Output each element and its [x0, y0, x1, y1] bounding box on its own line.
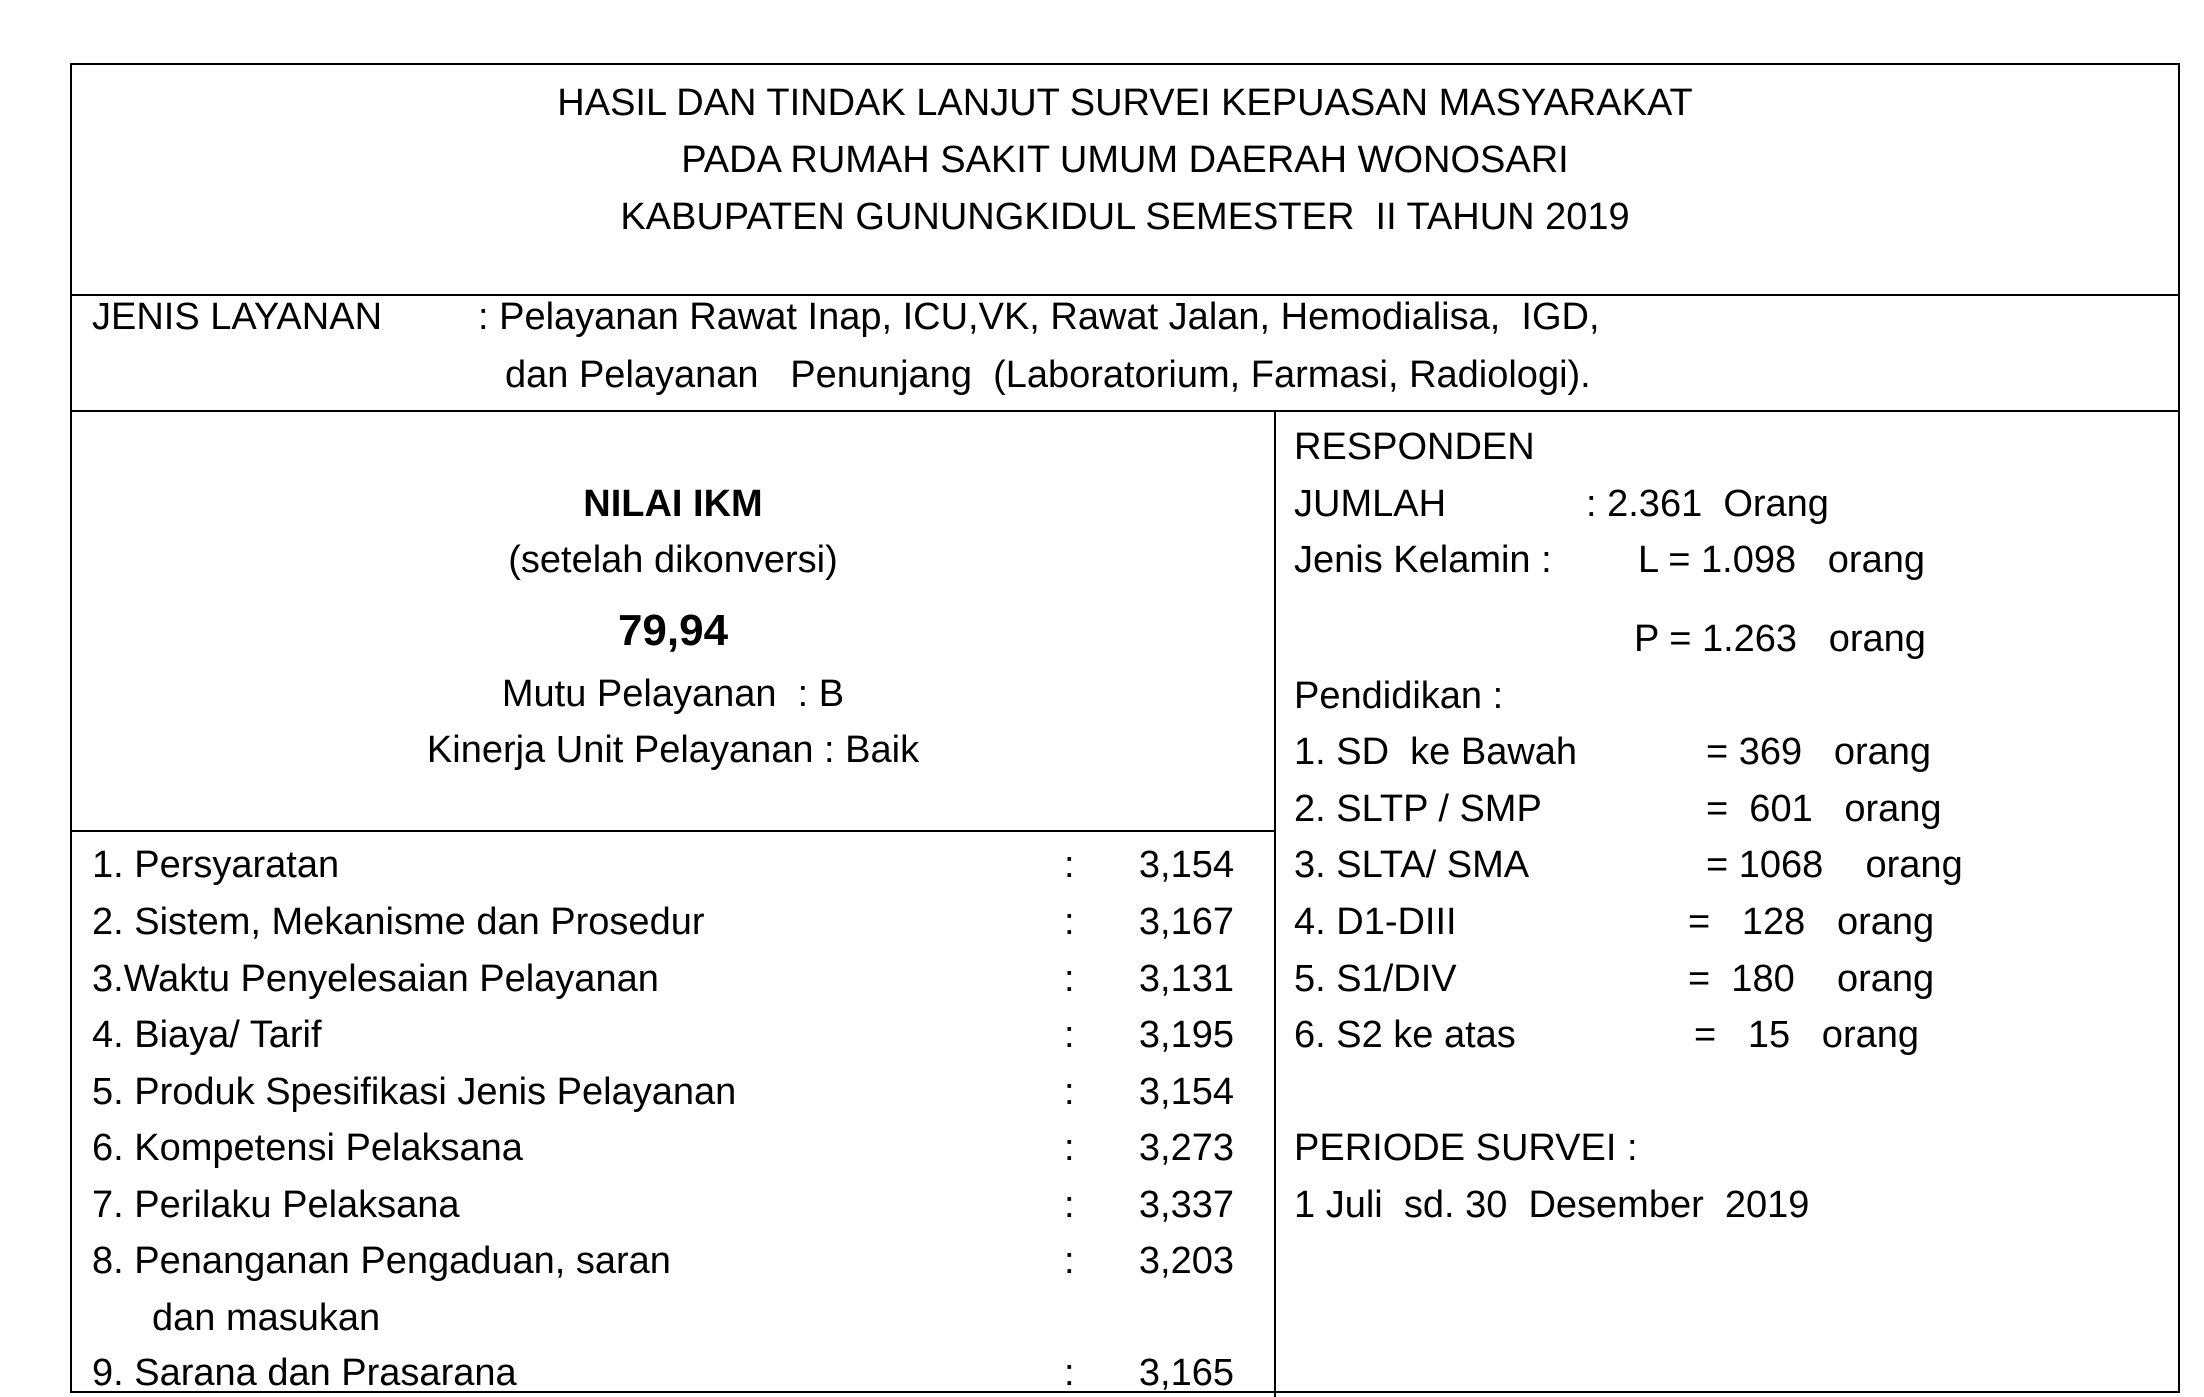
element-value: 3,195 — [1138, 1014, 1234, 1056]
ikm-mutu: Mutu Pelayanan : B — [501, 673, 845, 715]
element-value: 3,165 — [1138, 1352, 1234, 1394]
element-colon: : — [1064, 901, 1075, 943]
education-label: 2. SLTP / SMP — [1294, 788, 1542, 830]
respondents-gender-male: L = 1.098 orang — [1638, 539, 1925, 581]
element-value: 3,273 — [1138, 1127, 1234, 1169]
element-label: 8. Penanganan Pengaduan, saran — [92, 1240, 671, 1282]
respondents-total-label: JUMLAH — [1294, 483, 1447, 525]
education-value: = 1068 orang — [1706, 844, 1963, 886]
element-colon: : — [1064, 1240, 1075, 1282]
element-label-continuation: dan masukan — [152, 1297, 381, 1339]
respondents-gender-female: P = 1.263 orang — [1634, 618, 1926, 660]
ikm-kinerja: Kinerja Unit Pelayanan : Baik — [426, 729, 920, 771]
header-title-line1: HASIL DAN TINDAK LANJUT SURVEI KEPUASAN MASYARAKAT — [557, 82, 1693, 124]
element-value: 3,337 — [1138, 1184, 1234, 1226]
period-label: PERIODE SURVEI : — [1294, 1127, 1638, 1169]
divider-ikm — [72, 830, 1274, 832]
education-value: = 128 orang — [1688, 901, 1935, 943]
header-title-line2: PADA RUMAH SAKIT UMUM DAERAH WONOSARI — [681, 139, 1569, 181]
element-label: 5. Produk Spesifikasi Jenis Pelayanan — [92, 1071, 737, 1113]
education-value: = 601 orang — [1706, 788, 1942, 830]
element-value: 3,167 — [1138, 901, 1234, 943]
education-value: = 15 orang — [1694, 1014, 1919, 1056]
ikm-title: NILAI IKM — [583, 483, 763, 525]
service-value-line2: dan Pelayanan Penunjang (Laboratorium, Farmasi, Radiologi). — [505, 354, 1591, 396]
respondents-education-label: Pendidikan : — [1294, 675, 1504, 717]
education-label: 4. D1-DIII — [1294, 901, 1457, 943]
element-label: 2. Sistem, Mekanisme dan Prosedur — [92, 901, 705, 943]
element-colon: : — [1064, 1127, 1075, 1169]
header-title-line3: KABUPATEN GUNUNGKIDUL SEMESTER II TAHUN 2019 — [620, 196, 1630, 238]
element-colon: : — [1064, 958, 1075, 1000]
element-label: 4. Biaya/ Tarif — [92, 1014, 322, 1056]
element-colon: : — [1064, 1014, 1075, 1056]
element-label: 9. Sarana dan Prasarana — [92, 1352, 517, 1394]
period-value: 1 Juli sd. 30 Desember 2019 — [1294, 1184, 1810, 1226]
element-label: 6. Kompetensi Pelaksana — [92, 1127, 523, 1169]
element-label: 7. Perilaku Pelaksana — [92, 1184, 460, 1226]
element-label: 1. Persyaratan — [92, 844, 340, 886]
divider-service — [72, 410, 2178, 412]
education-label: 1. SD ke Bawah — [1294, 731, 1578, 773]
divider-columns — [1274, 412, 1276, 1397]
element-colon: : — [1064, 844, 1075, 886]
element-colon: : — [1064, 1184, 1075, 1226]
respondents-gender-label: Jenis Kelamin : — [1294, 539, 1552, 581]
element-value: 3,154 — [1138, 1071, 1234, 1113]
ikm-score: 79,94 — [617, 606, 729, 655]
element-colon: : — [1064, 1071, 1075, 1113]
respondents-total-value: : 2.361 Orang — [1586, 483, 1829, 525]
respondents-title: RESPONDEN — [1294, 426, 1535, 468]
education-label: 3. SLTA/ SMA — [1294, 844, 1530, 886]
element-label: 3.Waktu Penyelesaian Pelayanan — [92, 958, 659, 1000]
element-colon: : — [1064, 1352, 1075, 1394]
education-label: 6. S2 ke atas — [1294, 1014, 1516, 1056]
education-value: = 369 orang — [1706, 731, 1932, 773]
ikm-subtitle: (setelah dikonversi) — [508, 539, 838, 581]
service-label: JENIS LAYANAN — [92, 296, 383, 338]
education-value: = 180 orang — [1688, 958, 1935, 1000]
element-value: 3,203 — [1138, 1240, 1234, 1282]
element-value: 3,131 — [1138, 958, 1234, 1000]
element-value: 3,154 — [1138, 844, 1234, 886]
education-label: 5. S1/DIV — [1294, 958, 1457, 1000]
service-value-line1: : Pelayanan Rawat Inap, ICU,VK, Rawat Jalan, Hemodialisa, IGD, — [478, 296, 1600, 338]
